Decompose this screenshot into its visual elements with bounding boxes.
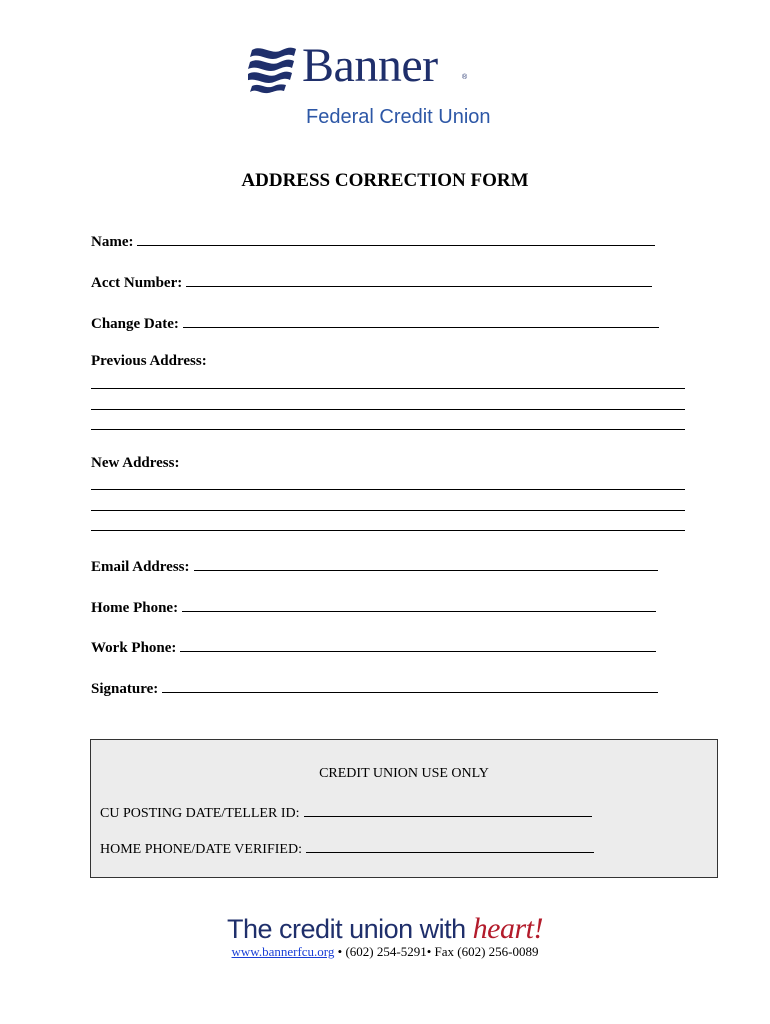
logo-subtitle: Federal Credit Union [306,106,491,128]
previous-address-line-3[interactable] [91,429,685,430]
footer-contact [0,944,770,960]
cu-posting-field [100,804,592,822]
new-address-line-2[interactable] [91,510,685,511]
banner-logo [248,39,538,134]
name-field [91,231,655,251]
home-phone-input-line[interactable] [182,597,656,612]
signature-field [91,678,658,698]
home-phone-verified-label: HOME PHONE/DATE VERIFIED: [100,842,302,857]
home-phone-field [91,597,656,617]
previous-address-label: Previous Address: [91,353,207,369]
acct-number-input-line[interactable] [186,272,652,287]
previous-address-line-1[interactable] [91,388,685,389]
tagline-text: The credit union with [227,914,473,944]
acct-number-field [91,272,652,292]
flag-waves-icon [248,44,300,96]
change-date-field [91,313,659,333]
previous-address-line-2[interactable] [91,409,685,410]
website-link[interactable]: www.bannerfcu.org [231,944,335,959]
registered-mark: ® [462,74,468,81]
change-date-input-line[interactable] [183,313,659,328]
credit-union-use-box [90,739,718,878]
new-address-line-3[interactable] [91,530,685,531]
cu-posting-label: CU POSTING DATE/TELLER ID: [100,806,300,821]
new-address-line-1[interactable] [91,489,685,490]
email-address-label: Email Address: [91,559,190,575]
email-address-field [91,556,658,576]
tagline [0,912,770,946]
email-address-input-line[interactable] [194,556,658,571]
name-label: Name: [91,234,134,250]
new-address-label: New Address: [91,455,180,471]
acct-number-label: Acct Number: [91,275,183,291]
cu-posting-input-line[interactable] [304,804,592,817]
form-title: ADDRESS CORRECTION FORM [241,170,529,191]
change-date-label: Change Date: [91,316,179,332]
previous-address-field [91,353,207,370]
signature-input-line[interactable] [162,678,658,693]
name-input-line[interactable] [137,231,655,246]
signature-label: Signature: [91,681,159,697]
home-phone-verified-input-line[interactable] [306,840,594,853]
home-phone-label: Home Phone: [91,600,179,616]
contact-info: • (602) 254-5291• Fax (602) 256-0089 [334,944,539,959]
home-phone-verified-field [100,840,594,858]
work-phone-input-line[interactable] [180,637,656,652]
new-address-field [91,455,179,472]
work-phone-field [91,637,656,657]
credit-union-use-title: CREDIT UNION USE ONLY [319,766,489,781]
tagline-emphasis: heart! [472,912,543,945]
logo-brand-name: Banner [302,39,438,92]
work-phone-label: Work Phone: [91,640,177,656]
